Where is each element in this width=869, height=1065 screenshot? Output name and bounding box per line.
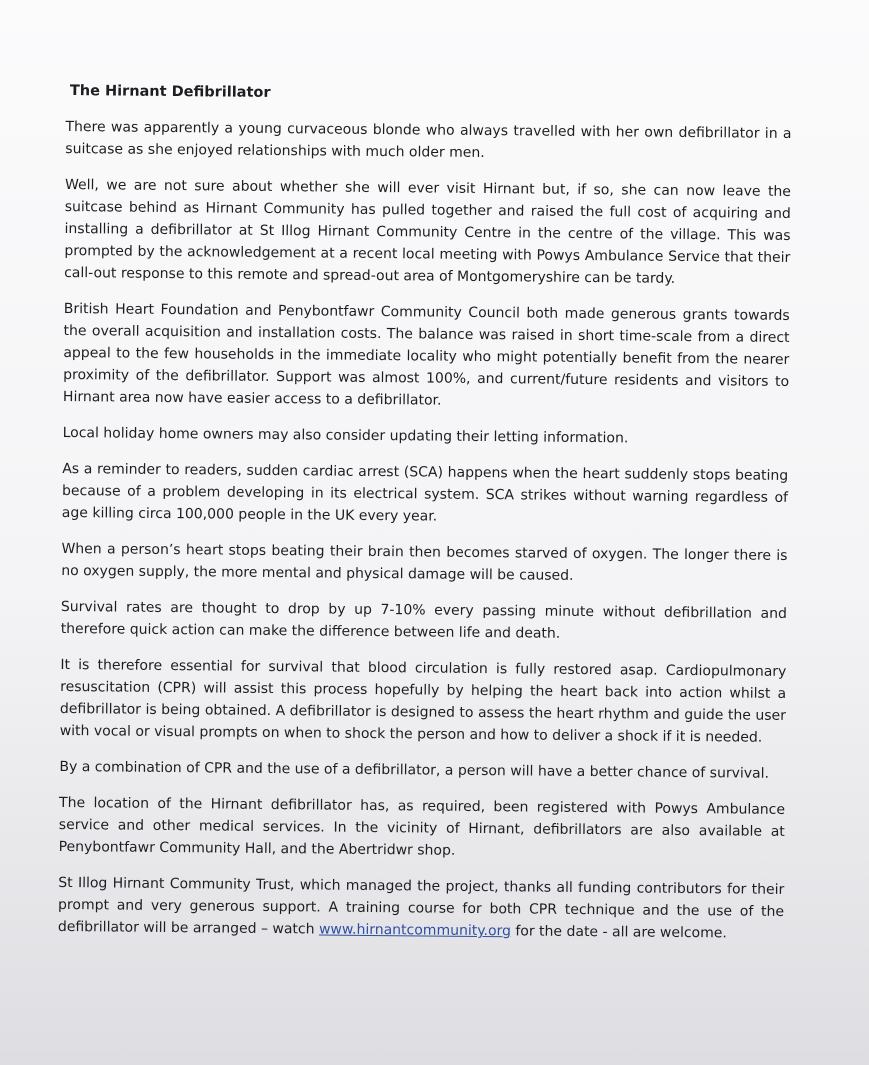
paragraph-7: Survival rates are thought to drop by up 7-10% every passing minute without defibrillation and therefore quick action can make the difference between life and death. bbox=[60, 598, 787, 642]
paragraph-5: As a reminder to readers, sudden cardiac arrest (SCA) happens when the heart suddenly stops beating because of a problem developing in its electrical system. SCA strikes without warning regardless of age killing circa 100,000 people in the UK every year. bbox=[61, 460, 789, 525]
paragraph-11 bbox=[58, 872, 785, 945]
paragraph-2: Well, we are not sure about whether she will ever visit Hirnant but, if so, she can now leave the suitcase behind as Hirnant Community has pulled together and raised the full cost of acquiring and installing a defibrillator at St Illog Hirnant Community Centre in the centre of the village. This was prompted by the acknowledgement at a recent local meeting with Powys Ambulance Service that their call-out response to this remote and spread-out area of Montgomeryshire can be tardy. bbox=[64, 176, 792, 287]
paragraph-11-text: St Illog Hirnant Community Trust, which managed the project, thanks all funding contributors for their prompt and very generous support. A training course for both CPR technique and the use of the defibrillator will be arranged – watch bbox=[57, 874, 785, 938]
paragraph-1: There was apparently a young curvaceous blonde who always travelled with her own defibrillator in a suitcase as she enjoyed relationships with much older men. bbox=[65, 118, 792, 162]
paragraph-10: The location of the Hirnant defibrillator has, as required, been registered with Powys Ambulance service and other medical services. In the vicinity of Hirnant, defibrillators are also available at Penybontfawr Community Hall, and the Abertridwr shop. bbox=[58, 794, 786, 859]
paragraph-3: British Heart Foundation and Penybontfawr Community Council both made generous grants towards the overall acquisition and installation costs. The balance was raised in short time-scale from a direct appeal to the few households in the immediate locality who might potentially benefit from the nearer proximity of the defibrillator. Support was almost 100%, and current/future residents and visitors to Hirnant area now have easier access to a defibrillator. bbox=[62, 300, 790, 409]
paragraph-4: Local holiday home owners may also consider updating their letting information. bbox=[62, 424, 629, 447]
paragraph-6: When a person’s heart stops beating their brain then becomes starved of oxygen. The longer there is no oxygen supply, the more mental and physical damage will be caused. bbox=[61, 540, 788, 584]
paragraph-9: By a combination of CPR and the use of a defibrillator, a person will have a better chance of survival. bbox=[59, 758, 770, 782]
paragraph-8: It is therefore essential for survival that blood circulation is fully restored asap. Cardiopulmonary resuscitation (CPR) will assist this process hopefully by helping the heart back into action whilst a defibrillator is being obtained. A defibrillator is designed to assess the heart rhythm and guide the user with vocal or visual prompts on when to shock the person and how to deliver a shock if it is needed. bbox=[59, 656, 787, 746]
community-website-link[interactable]: www.hirnantcommunity.org bbox=[318, 921, 512, 940]
paragraph-11-end: for the date - all are welcome. bbox=[510, 923, 727, 942]
article bbox=[58, 80, 792, 959]
article-title: The Hirnant Defibrillator bbox=[69, 83, 271, 101]
